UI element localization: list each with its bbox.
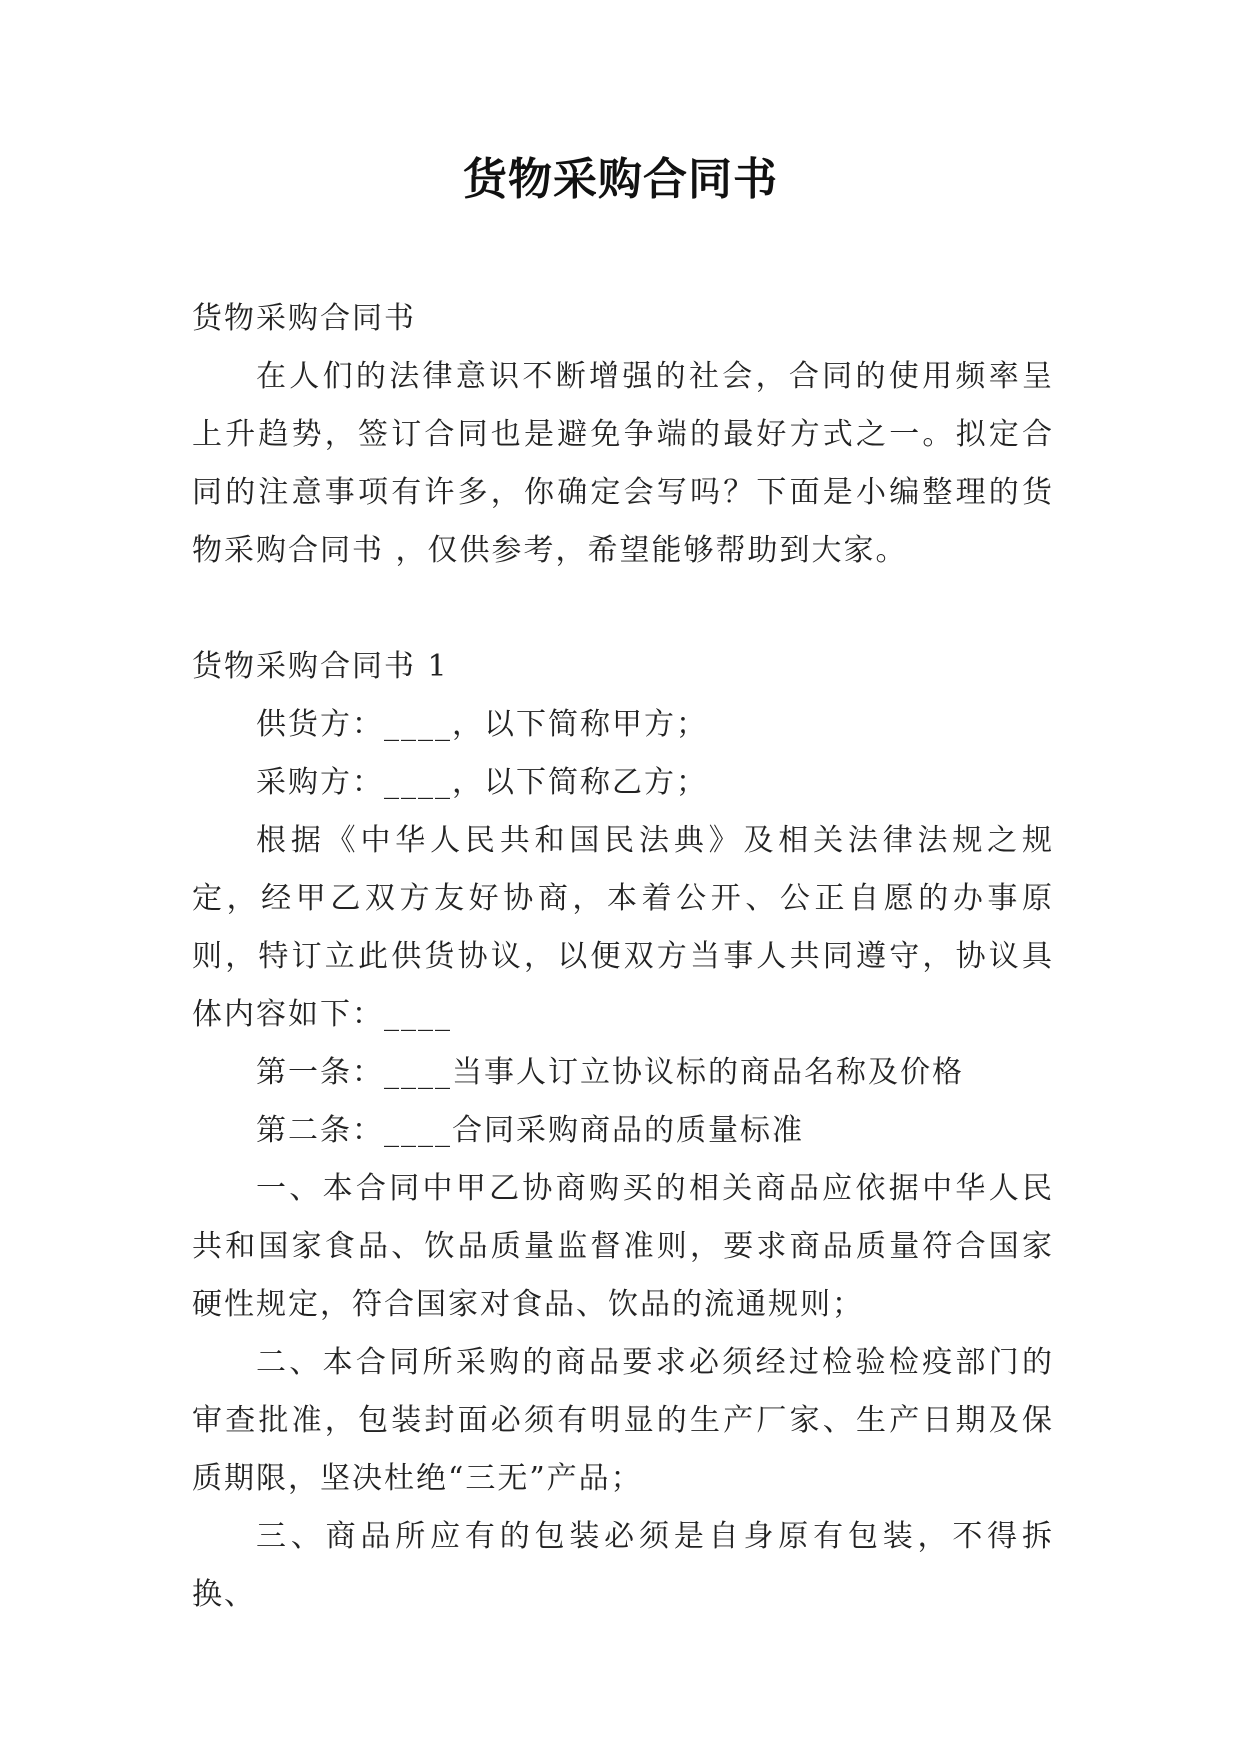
contract-1-heading: 货物采购合同书 1 [192, 649, 449, 684]
purchaser-line: 采购方：____，以下简称乙方； [256, 765, 708, 800]
clause-2-paragraph: 二、本合同所采购的商品要求必须经过检验检疫部门的审查批准，包装封面必须有明显的生产厂家、生产日期及保质期限，坚决杜绝“三无”产品； [192, 1345, 1054, 1496]
clause-3-paragraph: 三、商品所应有的包装必须是自身原有包装，不得拆换、 [192, 1519, 1054, 1612]
article-1-heading: 第一条：____当事人订立协议标的商品名称及价格 [256, 1055, 964, 1090]
intro-heading: 货物采购合同书 [192, 301, 416, 336]
clause-1-paragraph: 一、本合同中甲乙协商购买的相关商品应依据中华人民共和国家食品、饮品质量监督准则，要求商品质量符合国家硬性规定，符合国家对食品、饮品的流通规则； [192, 1171, 1054, 1322]
article-2-heading: 第二条：____合同采购商品的质量标准 [256, 1113, 804, 1148]
document-title: 货物采购合同书 [463, 154, 778, 205]
preamble-paragraph: 根据《中华人民共和国民法典》及相关法律法规之规定，经甲乙双方友好协商，本着公开、公正自愿的办事原则，特订立此供货协议，以便双方当事人共同遵守，协议具体内容如下：____ [192, 823, 1054, 1032]
supplier-line: 供货方：____，以下简称甲方； [256, 707, 708, 742]
intro-paragraph: 在人们的法律意识不断增强的社会，合同的使用频率呈上升趋势，签订合同也是避免争端的最好方式之一。拟定合同的注意事项有许多，你确定会写吗？下面是小编整理的货物采购合同书 ，仅供参考，希望能够帮助到大家。 [192, 359, 1054, 568]
document-body [192, 290, 1054, 1624]
